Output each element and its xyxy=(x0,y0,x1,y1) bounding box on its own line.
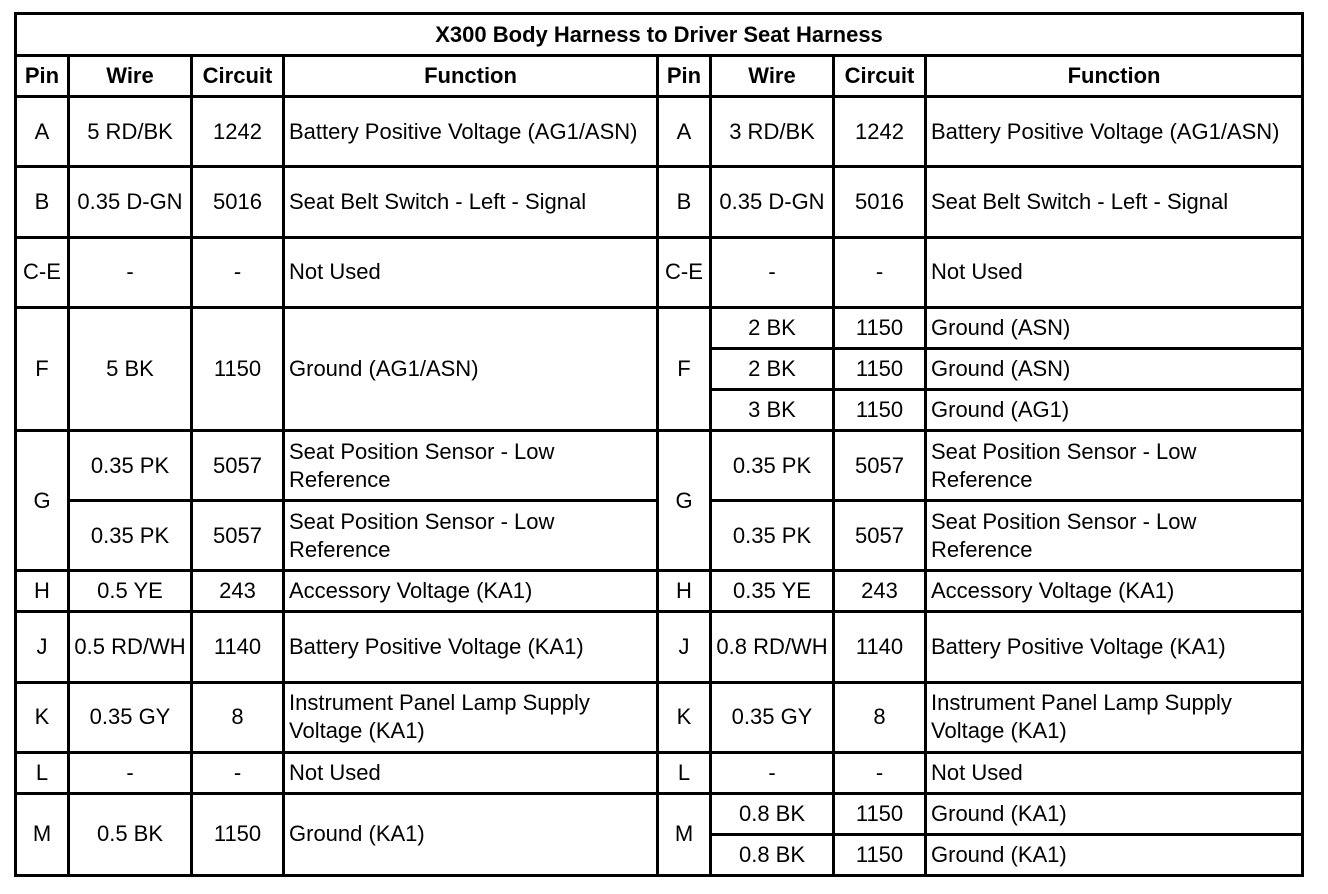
function-cell: Ground (KA1) xyxy=(284,793,658,875)
circuit-cell: 1150 xyxy=(834,834,926,875)
pin-cell: J xyxy=(16,612,69,682)
function-cell: Not Used xyxy=(926,752,1303,793)
wire-cell: 3 RD/BK xyxy=(711,97,834,167)
pin-cell: M xyxy=(658,793,711,875)
function-cell: Instrument Panel Lamp Supply Voltage (KA1) xyxy=(284,682,658,752)
function-cell: Seat Position Sensor - Low Reference xyxy=(926,501,1303,571)
circuit-cell: - xyxy=(834,752,926,793)
wire-cell: 0.35 PK xyxy=(711,501,834,571)
pin-cell: G xyxy=(658,430,711,570)
table-row xyxy=(16,237,1303,307)
wire-cell: 0.8 RD/WH xyxy=(711,612,834,682)
function-cell: Battery Positive Voltage (AG1/ASN) xyxy=(926,97,1303,167)
pin-cell: C-E xyxy=(658,237,711,307)
wire-cell: - xyxy=(69,752,192,793)
circuit-cell: 8 xyxy=(834,682,926,752)
header-circuit-right: Circuit xyxy=(834,56,926,97)
pin-cell: A xyxy=(16,97,69,167)
circuit-cell: 1150 xyxy=(834,793,926,834)
function-cell: Seat Belt Switch - Left - Signal xyxy=(926,167,1303,237)
table-row xyxy=(16,167,1303,237)
circuit-cell: 1150 xyxy=(192,793,284,875)
circuit-cell: - xyxy=(192,237,284,307)
circuit-cell: 1150 xyxy=(834,307,926,348)
header-circuit-left: Circuit xyxy=(192,56,284,97)
function-cell: Accessory Voltage (KA1) xyxy=(926,571,1303,612)
function-cell: Ground (AG1/ASN) xyxy=(284,307,658,430)
function-cell: Seat Position Sensor - Low Reference xyxy=(926,430,1303,500)
wire-cell: 0.35 GY xyxy=(711,682,834,752)
function-cell: Accessory Voltage (KA1) xyxy=(284,571,658,612)
circuit-cell: 243 xyxy=(834,571,926,612)
function-cell: Battery Positive Voltage (AG1/ASN) xyxy=(284,97,658,167)
connector-pinout-table xyxy=(14,12,1304,877)
table-title: X300 Body Harness to Driver Seat Harness xyxy=(16,14,1303,56)
circuit-cell: 5057 xyxy=(192,501,284,571)
header-function-right: Function xyxy=(926,56,1303,97)
pin-cell: K xyxy=(658,682,711,752)
function-cell: Seat Position Sensor - Low Reference xyxy=(284,501,658,571)
wire-cell: 0.35 D-GN xyxy=(69,167,192,237)
wire-cell: - xyxy=(711,752,834,793)
wire-cell: 2 BK xyxy=(711,307,834,348)
wire-cell: 0.35 GY xyxy=(69,682,192,752)
pin-cell: H xyxy=(16,571,69,612)
circuit-cell: 243 xyxy=(192,571,284,612)
table-row xyxy=(16,430,1303,500)
pin-cell: L xyxy=(16,752,69,793)
wire-cell: 0.35 D-GN xyxy=(711,167,834,237)
table-row xyxy=(16,612,1303,682)
function-cell: Not Used xyxy=(926,237,1303,307)
wire-cell: 0.8 BK xyxy=(711,834,834,875)
function-cell: Not Used xyxy=(284,237,658,307)
pin-cell: B xyxy=(16,167,69,237)
circuit-cell: 5057 xyxy=(834,430,926,500)
wire-cell: 0.35 PK xyxy=(69,501,192,571)
pin-cell: G xyxy=(16,430,69,570)
table-row xyxy=(16,307,1303,348)
pin-cell: F xyxy=(16,307,69,430)
circuit-cell: 1140 xyxy=(834,612,926,682)
wire-cell: 0.8 BK xyxy=(711,793,834,834)
function-cell: Battery Positive Voltage (KA1) xyxy=(284,612,658,682)
table-row xyxy=(16,97,1303,167)
function-cell: Ground (ASN) xyxy=(926,348,1303,389)
circuit-cell: - xyxy=(834,237,926,307)
circuit-cell: 1150 xyxy=(834,389,926,430)
wire-cell: 0.35 PK xyxy=(69,430,192,500)
table-row xyxy=(16,752,1303,793)
header-pin-left: Pin xyxy=(16,56,69,97)
wire-cell: 5 BK xyxy=(69,307,192,430)
circuit-cell: 1140 xyxy=(192,612,284,682)
pin-cell: M xyxy=(16,793,69,875)
circuit-cell: 5057 xyxy=(834,501,926,571)
circuit-cell: 1242 xyxy=(192,97,284,167)
circuit-cell: 1242 xyxy=(834,97,926,167)
function-cell: Instrument Panel Lamp Supply Voltage (KA1) xyxy=(926,682,1303,752)
function-cell: Not Used xyxy=(284,752,658,793)
function-cell: Seat Position Sensor - Low Reference xyxy=(284,430,658,500)
wire-cell: 0.5 RD/WH xyxy=(69,612,192,682)
function-cell: Ground (KA1) xyxy=(926,834,1303,875)
pin-cell: A xyxy=(658,97,711,167)
wire-cell: 0.35 YE xyxy=(711,571,834,612)
wire-cell: 0.35 PK xyxy=(711,430,834,500)
pin-cell: B xyxy=(658,167,711,237)
function-cell: Ground (ASN) xyxy=(926,307,1303,348)
function-cell: Seat Belt Switch - Left - Signal xyxy=(284,167,658,237)
circuit-cell: 5057 xyxy=(192,430,284,500)
wire-cell: - xyxy=(711,237,834,307)
wire-cell: 3 BK xyxy=(711,389,834,430)
circuit-cell: 5016 xyxy=(834,167,926,237)
function-cell: Battery Positive Voltage (KA1) xyxy=(926,612,1303,682)
header-pin-right: Pin xyxy=(658,56,711,97)
wire-cell: 2 BK xyxy=(711,348,834,389)
circuit-cell: 1150 xyxy=(192,307,284,430)
wire-cell: 0.5 YE xyxy=(69,571,192,612)
function-cell: Ground (AG1) xyxy=(926,389,1303,430)
header-wire-left: Wire xyxy=(69,56,192,97)
pin-cell: L xyxy=(658,752,711,793)
table-row xyxy=(16,793,1303,834)
circuit-cell: - xyxy=(192,752,284,793)
circuit-cell: 5016 xyxy=(192,167,284,237)
wire-cell: 5 RD/BK xyxy=(69,97,192,167)
function-cell: Ground (KA1) xyxy=(926,793,1303,834)
pin-cell: K xyxy=(16,682,69,752)
pin-cell: J xyxy=(658,612,711,682)
circuit-cell: 8 xyxy=(192,682,284,752)
pin-cell: H xyxy=(658,571,711,612)
pin-cell: C-E xyxy=(16,237,69,307)
pin-cell: F xyxy=(658,307,711,430)
circuit-cell: 1150 xyxy=(834,348,926,389)
table-row xyxy=(16,682,1303,752)
table-row xyxy=(16,571,1303,612)
header-function-left: Function xyxy=(284,56,658,97)
wire-cell: - xyxy=(69,237,192,307)
wire-cell: 0.5 BK xyxy=(69,793,192,875)
header-wire-right: Wire xyxy=(711,56,834,97)
